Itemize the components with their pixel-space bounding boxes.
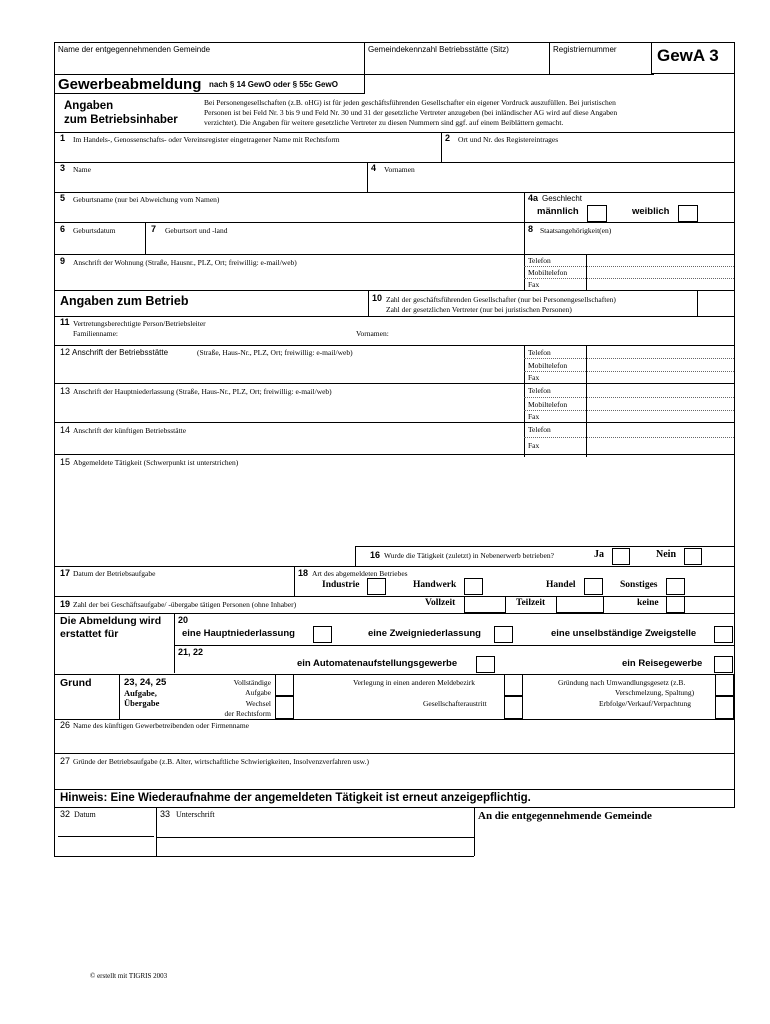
field-7-number: 7 <box>151 224 157 234</box>
field-9-label: Anschrift der Wohnung (Straße, Hausnr., PLZ, Ort; freiwillig: e-mail/web) <box>73 258 297 267</box>
rule <box>54 42 734 43</box>
recipient-label: An die entgegennehmende Gemeinde <box>478 810 652 822</box>
phone-label: Telefon <box>528 425 551 434</box>
field-11-firstnames-input[interactable] <box>400 327 734 341</box>
field-14-number: 14 <box>60 425 71 435</box>
field-18-label: Art des abgemeldeten Betriebes <box>312 569 408 578</box>
field-16-number: 16 <box>370 550 381 560</box>
mobile-label: Mobiltelefon <box>528 361 568 370</box>
form-title: Gewerbeabmeldung <box>58 76 202 93</box>
field-32-input[interactable] <box>58 821 156 837</box>
rule <box>524 437 734 438</box>
rule <box>54 290 734 291</box>
field-3-label: Name <box>73 165 91 174</box>
field-4a-label: Geschlecht <box>542 194 583 203</box>
gender-male-label: männlich <box>537 206 579 217</box>
rule <box>156 807 157 856</box>
field-14-phone-input[interactable] <box>589 424 733 437</box>
field-10-label-2: Zahl der gesetzlichen Vertreter (nur bei juristischen Personen) <box>386 305 572 314</box>
partner-exit-label: Gesellschafteraustritt <box>423 699 487 708</box>
main-branch-checkbox[interactable] <box>313 626 332 643</box>
fulltime-input[interactable] <box>466 598 508 613</box>
field-18-number: 18 <box>298 568 309 578</box>
rule <box>54 132 734 133</box>
field-4a-number: 4a <box>528 193 539 203</box>
fax-label: Fax <box>528 373 540 382</box>
field-9-input[interactable] <box>58 270 522 286</box>
rule <box>145 222 146 254</box>
field-26-number: 26 <box>60 720 71 730</box>
field-14-label: Anschrift der künftigen Betriebsstätte <box>73 426 187 435</box>
surname-label: Familienname: <box>73 329 118 338</box>
field-11-label: Vertretungsberechtigte Person/Betriebsleiter <box>73 319 206 328</box>
travel-checkbox[interactable] <box>714 656 733 673</box>
founding-label-2: Verschmelzung, Spaltung) <box>615 688 695 697</box>
rule <box>54 753 734 754</box>
no-label: Nein <box>656 549 676 560</box>
phone-label: Telefon <box>528 386 551 395</box>
rule <box>524 254 525 290</box>
field-16-label: Wurde die Tätigkeit (zuletzt) in Nebenerwerb betrieben? <box>384 551 554 560</box>
travel-label: ein Reisegewerbe <box>622 658 703 669</box>
vending-checkbox[interactable] <box>476 656 495 673</box>
yes-label: Ja <box>594 549 604 560</box>
frame-gap <box>733 808 736 858</box>
rule <box>54 192 734 193</box>
notice-text: Hinweis: Eine Wiederaufnahme der angemeldeten Tätigkeit ist erneut anzeigepflichtig. <box>60 792 531 804</box>
legal-form-change-checkbox[interactable] <box>275 696 294 719</box>
succession-label: Erbfolge/Verkauf/Verpachtung <box>599 699 692 708</box>
field-1-input[interactable] <box>58 146 442 162</box>
field-10-number: 10 <box>372 293 383 303</box>
field-26-input[interactable] <box>58 733 732 751</box>
none-label: keine <box>637 598 659 608</box>
reason-sub-1: Aufgabe, <box>124 688 157 698</box>
field-13-label: Anschrift der Hauptniederlassung (Straße, Haus-Nr., PLZ, Ort; freiwillig: e-mail/web) <box>73 387 332 396</box>
partner-exit-checkbox[interactable] <box>504 696 523 719</box>
rule <box>294 566 295 596</box>
none-checkbox[interactable] <box>666 596 685 613</box>
complete-checkbox[interactable] <box>275 674 294 696</box>
rule <box>54 162 734 163</box>
phone-label: Telefon <box>528 348 551 357</box>
rule <box>54 42 55 856</box>
parttime-input[interactable] <box>558 598 606 613</box>
rule <box>54 566 734 567</box>
field-6-label: Geburtsdatum <box>73 226 116 235</box>
relocation-label: Verlegung in einen anderen Meldebezirk <box>353 678 476 687</box>
mobile-label: Mobiltelefon <box>528 268 568 277</box>
handel-checkbox[interactable] <box>584 578 603 595</box>
field-14-fax-input[interactable] <box>589 439 733 452</box>
field-14-input[interactable] <box>58 437 522 455</box>
field-20-number: 20 <box>178 615 189 625</box>
relocation-checkbox[interactable] <box>504 674 523 696</box>
rule <box>54 422 734 423</box>
field-3-input[interactable] <box>58 176 367 192</box>
fulltime-label: Vollzeit <box>425 598 456 608</box>
dependent-branch-checkbox[interactable] <box>714 626 733 643</box>
field-4-label: Vornamen <box>384 165 415 174</box>
owner-note-3: verzichtet). Die Angaben für weitere gesetzliche Vertreter zu diesen Nummern sind ggf. auf einem Beiblättern gemacht. <box>204 118 564 127</box>
field-11-number: 11 <box>60 317 70 327</box>
field-9-number: 9 <box>60 256 66 266</box>
form-subtitle: nach § 14 GewO oder § 55c GewO <box>209 80 338 89</box>
industrie-checkbox[interactable] <box>367 578 386 595</box>
branch-checkbox[interactable] <box>494 626 513 643</box>
registration-number-input[interactable] <box>553 56 652 72</box>
rule <box>54 674 734 675</box>
founding-label-1: Gründung nach Umwandlungsgesetz (z.B. <box>558 678 686 687</box>
field-11-surname-input[interactable] <box>130 327 354 341</box>
municipality-input[interactable] <box>58 56 362 72</box>
rule <box>524 192 525 222</box>
field-13-input[interactable] <box>58 398 522 422</box>
sideline-yes-checkbox[interactable] <box>612 548 630 565</box>
fax-label: Fax <box>528 412 540 421</box>
succession-checkbox[interactable] <box>715 696 734 719</box>
field-17-input[interactable] <box>58 581 292 597</box>
handwerk-checkbox[interactable] <box>464 578 483 595</box>
rule <box>367 162 368 192</box>
rule <box>174 645 734 646</box>
rule <box>697 290 698 316</box>
deregistration-title-2: erstattet für <box>60 628 119 640</box>
rule <box>54 856 474 857</box>
parttime-label: Teilzeit <box>516 598 546 608</box>
rule <box>524 222 525 254</box>
footer-credit: © erstellt mit TIGRIS 2003 <box>90 972 168 980</box>
gender-male-checkbox[interactable] <box>587 205 607 222</box>
owner-section-title-2: zum Betriebsinhaber <box>64 114 178 126</box>
reason-title: Grund <box>60 677 92 689</box>
field-10-input[interactable] <box>700 293 734 315</box>
field-27-number: 27 <box>60 756 71 766</box>
owner-section-title: Angaben <box>64 100 114 112</box>
firstnames-label: Vornamen: <box>356 329 389 338</box>
municipality-code-label: Gemeindekennzahl Betriebsstätte (Sitz) <box>368 45 509 54</box>
field-27-label: Gründe der Betriebsaufgabe (z.B. Alter, wirtschaftliche Schwierigkeiten, Insolvenzverfahren usw.) <box>73 757 369 766</box>
field-8-label: Staatsangehörigkeit(en) <box>540 226 612 235</box>
field-2-number: 2 <box>445 133 451 143</box>
rule <box>549 42 550 74</box>
rule <box>54 316 734 317</box>
rule <box>119 674 120 719</box>
rule <box>156 837 474 838</box>
phone-label: Telefon <box>528 256 551 265</box>
rule <box>174 613 175 673</box>
field-15-label: Abgemeldete Tätigkeit (Schwerpunkt ist unterstrichen) <box>73 458 239 467</box>
field-5-number: 5 <box>60 193 66 203</box>
rule <box>54 222 734 223</box>
rule <box>54 613 734 614</box>
field-6-number: 6 <box>60 224 66 234</box>
rule <box>368 290 369 316</box>
municipality-label: Name der entgegennehmenden Gemeinde <box>58 45 211 54</box>
rule <box>54 789 734 790</box>
field-32-number: 32 <box>60 809 71 819</box>
reason-sub-2: Übergabe <box>124 698 160 708</box>
field-12-number: 12 <box>60 347 71 357</box>
gender-female-label: weiblich <box>632 206 670 217</box>
sonstiges-label: Sonstiges <box>620 580 658 590</box>
rule <box>474 807 475 856</box>
deregistration-title-1: Die Abmeldung wird <box>60 615 162 627</box>
field-8-number: 8 <box>528 224 534 234</box>
rule <box>355 546 356 566</box>
field-33-number: 33 <box>160 809 171 819</box>
field-32-label: Datum <box>74 810 96 819</box>
form-id: GewA 3 <box>657 46 719 65</box>
dependent-branch-label: eine unselbständige Zweigstelle <box>551 628 697 639</box>
rule <box>586 254 587 290</box>
signature-input[interactable] <box>160 821 474 837</box>
business-section-title: Angaben zum Betrieb <box>60 294 189 308</box>
field-5-label: Geburtsname (nur bei Abweichung vom Namen) <box>73 195 220 204</box>
field-4-input[interactable] <box>371 176 733 192</box>
reason-numbers: 23, 24, 25 <box>124 677 167 688</box>
rule <box>441 132 442 162</box>
field-12-input[interactable] <box>58 360 522 384</box>
field-33-label: Unterschrift <box>176 810 215 819</box>
sideline-no-checkbox[interactable] <box>684 548 702 565</box>
field-6-input[interactable] <box>58 238 146 254</box>
gender-female-checkbox[interactable] <box>678 205 698 222</box>
rule <box>54 596 734 597</box>
field-8-input[interactable] <box>528 238 732 254</box>
field-5-input[interactable] <box>58 207 522 223</box>
change-label-2: der Rechtsform <box>224 709 271 718</box>
handwerk-label: Handwerk <box>413 580 457 590</box>
rule <box>586 345 587 457</box>
complete-label-1: Vollständige <box>233 678 271 687</box>
owner-note-2: Personen ist bei Feld Nr. 3 bis 9 und Feld Nr. 30 und 31 der gesetzliche Vertreter anzugeben (bei inländischer AG wird auf diese Angaben <box>204 108 618 117</box>
field-12-label-suffix: (Straße, Haus-Nr., PLZ, Ort; freiwillig: e-mail/web) <box>197 348 353 357</box>
field-19-label: Zahl der bei Geschäftsaufgabe/ -übergabe tätigen Personen (ohne Inhaber) <box>73 600 297 609</box>
vending-label: ein Automatenaufstellungsgewerbe <box>297 658 458 669</box>
handel-label: Handel <box>546 580 576 590</box>
field-10-label-1: Zahl der geschäftsführenden Gesellschafter (nur bei Personengesellschaften) <box>386 295 616 304</box>
rule <box>54 719 734 720</box>
founding-checkbox[interactable] <box>715 674 734 696</box>
mobile-label: Mobiltelefon <box>528 400 568 409</box>
field-13-number: 13 <box>60 386 71 396</box>
field-26-label: Name des künftigen Gewerbetreibenden oder Firmenname <box>73 721 249 730</box>
rule <box>734 42 735 856</box>
field-2-label: Ort und Nr. des Registereintrages <box>458 135 559 144</box>
fax-label: Fax <box>528 441 540 450</box>
field-1-label: Im Handels-, Genossenschafts- oder Vereinsregister eingetragener Name mit Rechtsform <box>73 135 340 144</box>
field-1-number: 1 <box>60 133 66 143</box>
rule <box>54 454 734 455</box>
rule <box>58 836 154 837</box>
field-7-label: Geburtsort und -land <box>165 226 228 235</box>
field-21-22-number: 21, 22 <box>178 647 204 657</box>
title-box <box>54 74 365 94</box>
field-4-number: 4 <box>371 163 377 173</box>
field-17-number: 17 <box>60 568 71 578</box>
field-3-number: 3 <box>60 163 66 173</box>
rule <box>54 383 734 384</box>
industrie-label: Industrie <box>322 580 360 590</box>
field-27-input[interactable] <box>58 769 732 787</box>
sonstiges-checkbox[interactable] <box>666 578 685 595</box>
fax-label: Fax <box>528 280 540 289</box>
branch-label: eine Zweigniederlassung <box>368 628 481 639</box>
registration-number-label: Registriernummer <box>553 45 617 54</box>
municipality-code-input[interactable] <box>368 56 547 72</box>
field-12-label: Anschrift der Betriebsstätte <box>72 348 169 357</box>
change-label-1: Wechsel <box>245 699 271 708</box>
field-7-input[interactable] <box>150 238 522 254</box>
field-19-number: 19 <box>60 599 71 609</box>
owner-note-1: Bei Personengesellschaften (z.B. oHG) ist für jeden geschäftsführenden Gesellschafter ein eigener Vordruck auszufüllen. Bei juristischen <box>204 98 616 107</box>
rule <box>355 546 734 547</box>
main-branch-label: eine Hauptniederlassung <box>182 628 295 639</box>
rule <box>524 345 525 457</box>
field-2-input[interactable] <box>445 146 734 162</box>
field-15-number: 15 <box>60 457 71 467</box>
rule <box>364 42 365 74</box>
field-15-input[interactable] <box>58 470 732 548</box>
field-17-label: Datum der Betriebsaufgabe <box>73 569 156 578</box>
complete-label-2: Aufgabe <box>245 688 271 697</box>
